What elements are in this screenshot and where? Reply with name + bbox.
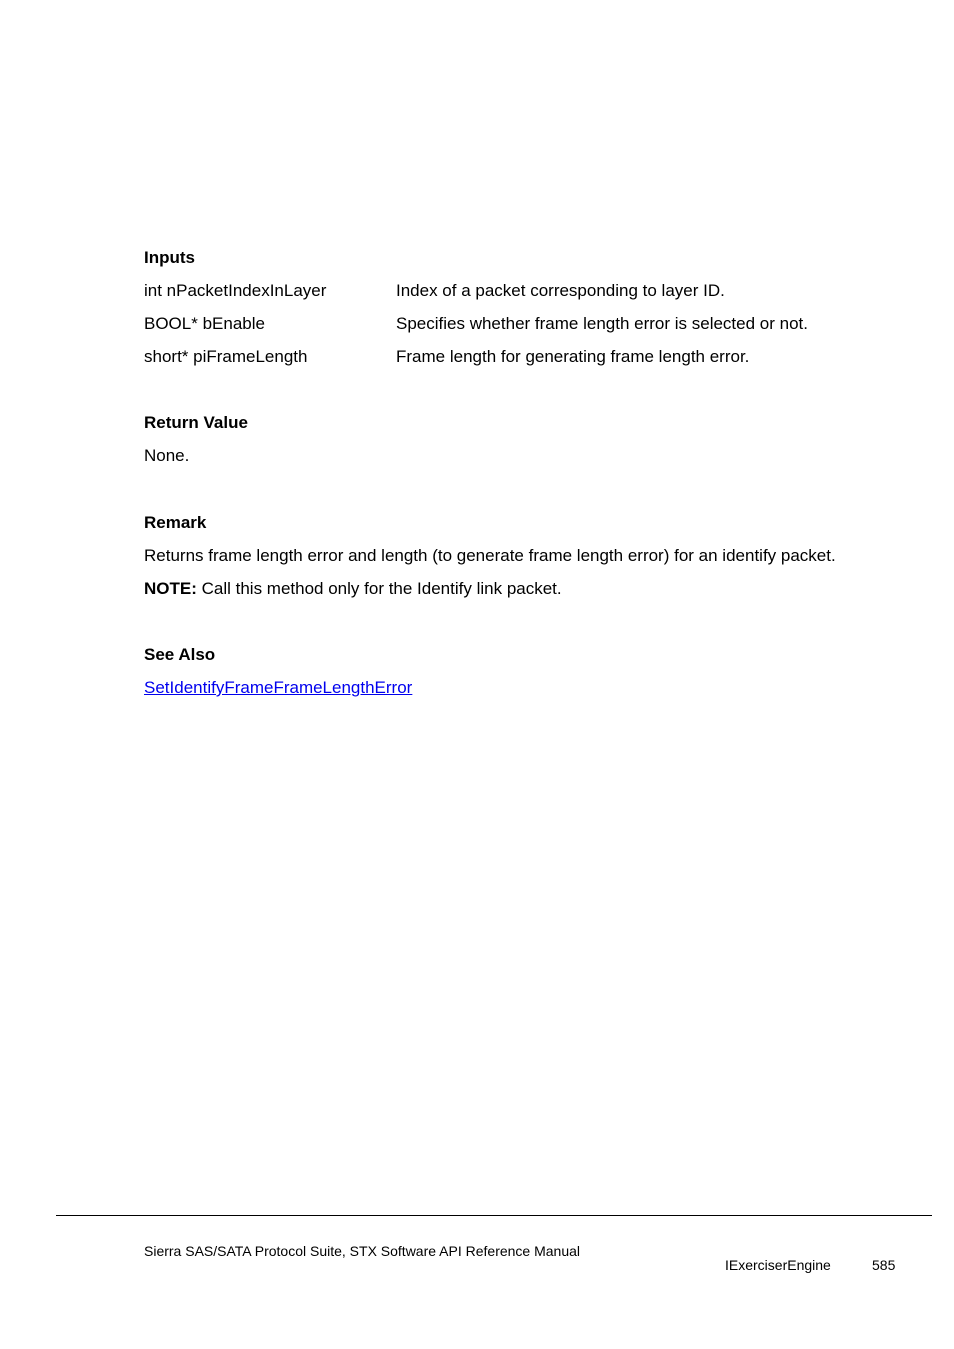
- footer-divider: [56, 1215, 932, 1216]
- param-description-benable: Specifies whether frame length error is selected or not.: [396, 314, 808, 333]
- footer-manual-title: Sierra SAS/SATA Protocol Suite, STX Software API Reference Manual: [144, 1243, 581, 1259]
- param-name-piframelength: short* piFrameLength: [144, 347, 308, 366]
- note-text: Call this method only for the Identify link packet.: [196, 579, 562, 598]
- remark-note: [144, 578, 562, 600]
- param-description-npacketindexinlayer: Index of a packet corresponding to layer ID.: [396, 281, 725, 300]
- remark-text: Returns frame length error and length (to generate frame length error) for an identify packet.: [144, 546, 836, 565]
- see-also-heading: See Also: [144, 645, 216, 664]
- note-label: NOTE:: [144, 579, 197, 598]
- param-name-npacketindexinlayer: int nPacketIndexInLayer: [144, 281, 327, 300]
- return-value-text: None.: [144, 446, 190, 465]
- remark-heading: Remark: [144, 513, 207, 532]
- inputs-heading: Inputs: [144, 248, 195, 267]
- see-also-link[interactable]: SetIdentifyFrameFrameLengthError: [144, 678, 413, 697]
- footer-page-number: 585: [872, 1257, 896, 1273]
- return-value-heading: Return Value: [144, 413, 248, 432]
- param-description-piframelength: Frame length for generating frame length error.: [396, 347, 750, 366]
- footer-section: IExerciserEngine: [725, 1257, 831, 1273]
- param-name-benable: BOOL* bEnable: [144, 314, 265, 333]
